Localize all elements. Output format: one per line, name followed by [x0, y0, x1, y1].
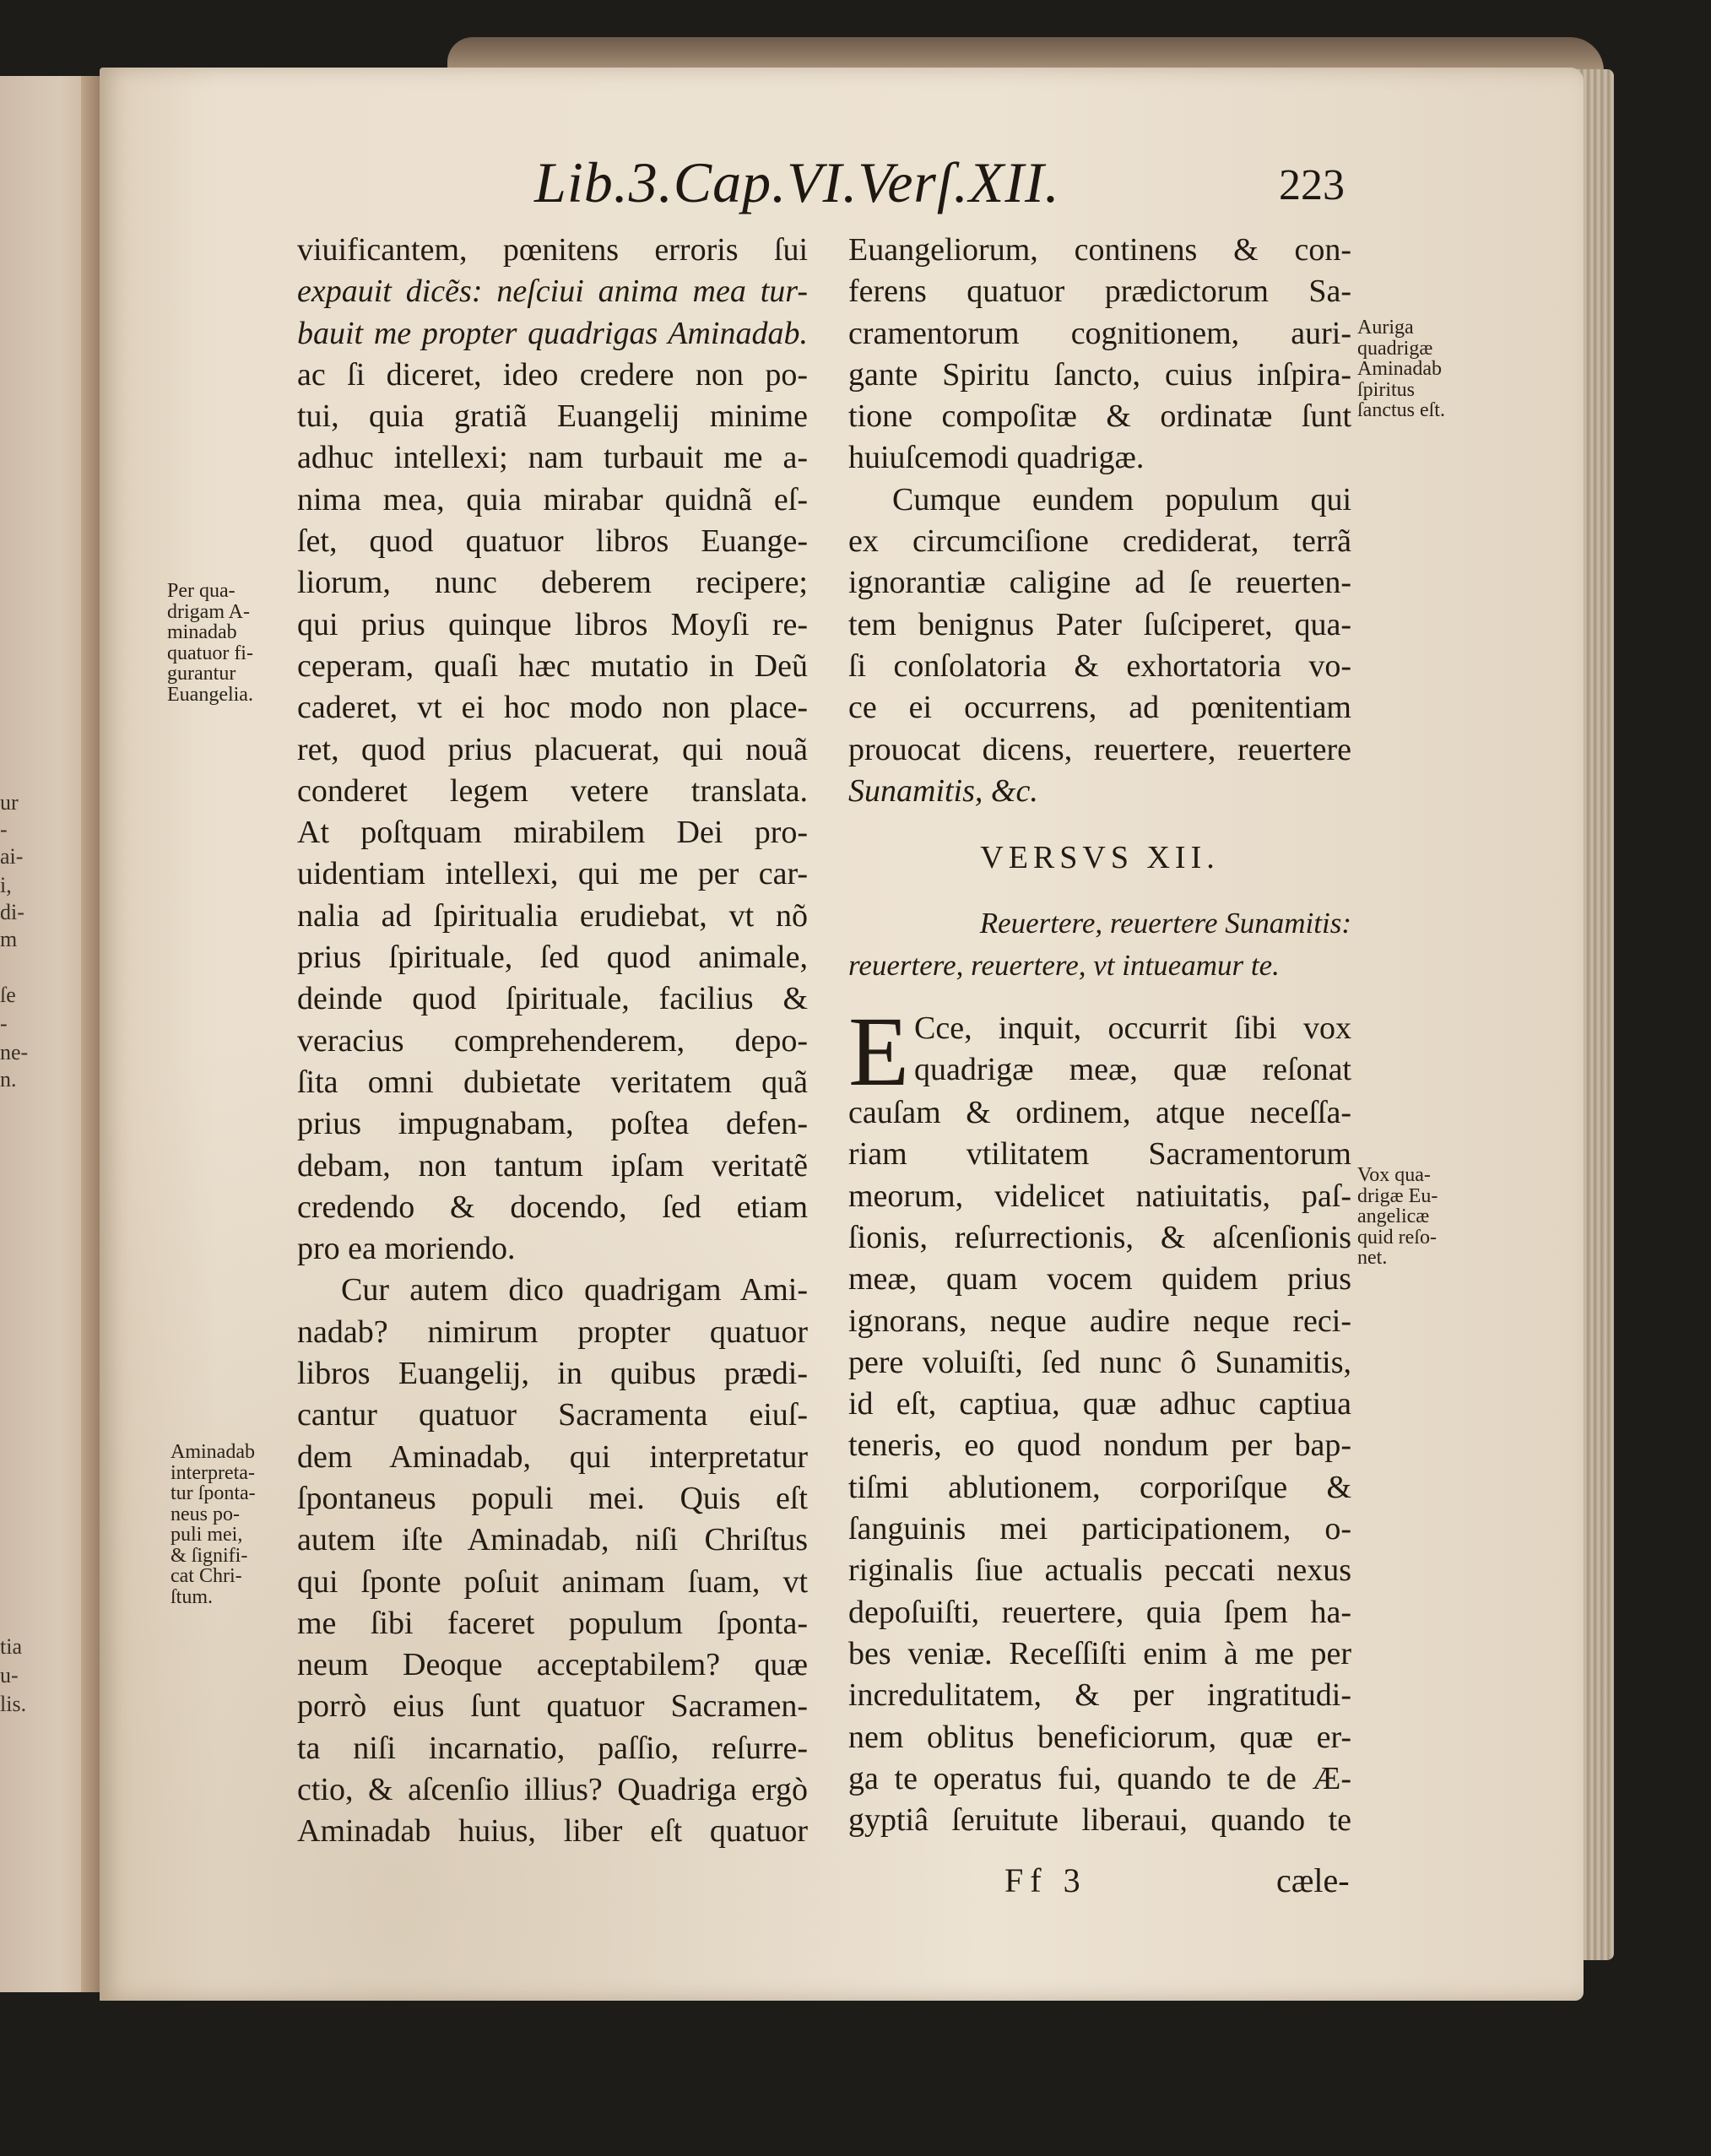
- text-line: ſet, quod quatuor libros Euange-: [297, 523, 808, 560]
- text-line: prius impugnabam, poſtea defen-: [297, 1106, 808, 1142]
- text-line: ac ſi diceret, ideo credere non po-: [297, 356, 808, 393]
- note-line: Auriga: [1357, 317, 1414, 339]
- note-line: puli mei,: [171, 1524, 243, 1546]
- text-line: riam vtilitatem Sacramentorum: [848, 1136, 1351, 1173]
- note-line: drigæ Eu-: [1357, 1184, 1438, 1207]
- text-line: ret, quod prius placuerat, qui nouã: [297, 731, 808, 767]
- text-line: At poſtquam mirabilem Dei pro-: [297, 815, 808, 851]
- note-line: gurantur: [167, 663, 236, 685]
- facing-fragment: ai-: [0, 844, 24, 869]
- note-line: tur ſponta-: [171, 1482, 256, 1504]
- text-line: cantur quatuor Sacramenta eiuſ-: [297, 1397, 808, 1433]
- text-line: uidentiam intellexi, qui me per car-: [297, 856, 808, 892]
- text-line: meorum, videlicet natiuitatis, paſ-: [848, 1178, 1351, 1214]
- note-line: Euangelia.: [167, 683, 253, 706]
- text-line: tiſmi ablutionem, corporiſque &: [848, 1469, 1351, 1505]
- text-line: qui prius quinque libros Moyſi re-: [297, 606, 808, 642]
- text-line: ignorans, neque audire neque reci-: [848, 1303, 1351, 1339]
- facing-fragment: ſe: [0, 983, 16, 1007]
- right-text-column: [848, 230, 1351, 1841]
- facing-fragment: -: [0, 817, 8, 842]
- note-line: ſanctus eſt.: [1357, 399, 1445, 421]
- note-line: quatuor fi-: [167, 642, 253, 664]
- note-line: interpreta-: [171, 1461, 255, 1484]
- text-line: quadrigæ meæ, quæ reſonat: [914, 1052, 1351, 1088]
- text-line: caderet, vt ei hoc modo non place-: [297, 690, 808, 726]
- dropcap-lines: [914, 1008, 1351, 1092]
- page-number: 223: [1279, 161, 1345, 209]
- text-line: Cumque eundem populum qui: [892, 481, 1351, 517]
- note-line: minadab: [167, 621, 237, 643]
- facing-fragment: tia: [0, 1634, 22, 1659]
- running-head: Lib.3.Cap.VI.Verſ.XII.: [534, 150, 1060, 214]
- text-line: autem iſte Aminadab, niſi Chriſtus: [297, 1522, 808, 1558]
- note-line: cat Chri-: [171, 1565, 242, 1587]
- text-line: pro ea moriendo.: [297, 1231, 516, 1267]
- text-line: ſita omni dubietate veritatem quã: [297, 1064, 808, 1100]
- text-line: ignorantiæ caligine ad ſe reuerten-: [848, 565, 1351, 601]
- text-line: expauit dicẽs: neſciui anima mea tur-: [297, 274, 808, 310]
- text-line: tui, quia gratiã Euangelij minime: [297, 398, 808, 435]
- marginal-note: [167, 581, 253, 705]
- facing-fragment: -: [0, 1011, 8, 1036]
- note-line: ſtum.: [171, 1585, 214, 1608]
- verse-text: reuertere, reuertere, vt intueamur te.: [848, 948, 1280, 982]
- text-line: ſanguinis mei participationem, o-: [848, 1511, 1351, 1547]
- dropcap-paragraph: [848, 996, 1351, 1108]
- note-line: angelicæ: [1357, 1205, 1430, 1227]
- text-line: nadab? nimirum propter quatuor: [297, 1314, 808, 1350]
- text-line: libros Euangelij, in quibus prædi-: [297, 1356, 808, 1392]
- text-line: gyptiâ ſeruitute liberaui, quando te: [848, 1802, 1351, 1839]
- left-text-column: [297, 230, 808, 1853]
- text-line: neum Deoque acceptabilem? quæ: [297, 1647, 808, 1683]
- note-line: Vox qua-: [1357, 1164, 1431, 1186]
- facing-fragment: n.: [0, 1067, 17, 1092]
- text-line: ceperam, quaſi hæc mutatio in Deũ: [297, 647, 808, 684]
- note-line: Aminadab: [171, 1441, 255, 1463]
- text-line: ſpontaneus populi mei. Quis eſt: [297, 1480, 808, 1516]
- note-line: Aminadab: [1357, 358, 1442, 380]
- text-line: pere voluiſti, ſed nunc ô Sunamitis,: [848, 1344, 1351, 1380]
- note-line: drigam A-: [167, 600, 250, 623]
- text-line: riginalis ſiue actualis peccati nexus: [848, 1552, 1351, 1589]
- text-line: cramentorum cognitionem, auri-: [848, 315, 1351, 351]
- text-line: ga te operatus fui, quando te de Æ-: [848, 1760, 1351, 1796]
- note-line: quid reſo-: [1357, 1226, 1437, 1249]
- text-line: Cce, inquit, occurrit ſibi vox: [914, 1010, 1351, 1047]
- marginal-note: [1357, 317, 1445, 421]
- facing-fragment: m: [0, 927, 18, 951]
- text-line: ſi conſolatoria & exhortatoria vo-: [848, 647, 1351, 684]
- facing-fragment: ur: [0, 790, 19, 815]
- note-line: & ſignifi-: [171, 1544, 248, 1567]
- text-line: cauſam & ordinem, atque neceſſa-: [848, 1095, 1351, 1131]
- note-line: ſpiritus: [1357, 378, 1416, 401]
- text-line: tione compoſitæ & ordinatæ ſunt: [848, 398, 1351, 435]
- text-line: bes veniæ. Receſſiſti enim à me per: [848, 1635, 1351, 1671]
- text-line: huiuſcemodi quadrigæ.: [848, 440, 1145, 476]
- note-line: Per qua-: [167, 580, 236, 602]
- facing-fragment: lis.: [0, 1692, 27, 1716]
- text-line: prius ſpirituale, ſed quod animale,: [297, 940, 808, 976]
- signature-mark: Ff 3: [1004, 1861, 1087, 1899]
- text-line: veracius comprehenderem, depo-: [297, 1022, 808, 1059]
- text-line: nalia ad ſpiritualia erudiebat, vt nõ: [297, 897, 808, 934]
- text-line: qui ſponte poſuit animam ſuam, vt: [297, 1563, 808, 1600]
- text-line: credendo & docendo, ſed etiam: [297, 1189, 808, 1225]
- text-line: bauit me propter quadrigas Aminadab.: [297, 315, 808, 351]
- catchword: cæle-: [1276, 1861, 1350, 1899]
- text-line: Euangeliorum, continens & con-: [848, 232, 1351, 268]
- text-line: ce ei occurrens, ad pœnitentiam: [848, 690, 1351, 726]
- text-line: dem Aminadab, qui interpretatur: [297, 1438, 808, 1475]
- facing-fragment: u-: [0, 1663, 19, 1687]
- spacer: [848, 986, 1351, 1008]
- text-line: ex circumciſione crediderat, terrã: [848, 523, 1351, 560]
- text-line: depoſuiſti, reuertere, quia ſpem ha-: [848, 1594, 1351, 1630]
- text-line: ctio, & aſcenſio illius? Quadriga ergò: [297, 1771, 808, 1807]
- text-line: Aminadab huius, liber eſt quatuor: [297, 1813, 808, 1850]
- note-line: net.: [1357, 1247, 1388, 1269]
- text-line: adhuc intellexi; nam turbauit me a-: [297, 440, 808, 476]
- text-line: nem oblitus beneficiorum, quæ er-: [848, 1719, 1351, 1755]
- verse-text: Reuertere, reuertere Sunamitis:: [979, 907, 1351, 940]
- text-line: meæ, quam vocem quidem prius: [848, 1261, 1351, 1297]
- facing-fragment: di-: [0, 900, 24, 924]
- text-line: ſionis, reſurrectionis, & aſcenſionis: [848, 1219, 1351, 1255]
- text-line: ta niſi incarnatio, paſſio, reſurre-: [297, 1730, 808, 1766]
- text-line: me ſibi faceret populum ſponta-: [297, 1605, 808, 1641]
- text-line: Sunamitis, &c.: [848, 772, 1038, 809]
- facing-page-text: [0, 0, 100, 2156]
- text-line: porrò eius ſunt quatuor Sacramen-: [297, 1688, 808, 1725]
- text-line: prouocat dicens, reuertere, reuertere: [848, 731, 1351, 767]
- section-heading: VERSVS XII.: [980, 840, 1220, 876]
- marginal-note: [1357, 1165, 1438, 1269]
- text-line: viuificantem, pœnitens erroris ſui: [297, 232, 808, 268]
- text-line: teneris, eo quod nondum per bap-: [848, 1427, 1351, 1464]
- note-line: quadrigæ: [1357, 337, 1433, 360]
- text-line: id eſt, captiua, quæ adhuc captiua: [848, 1386, 1351, 1422]
- text-line: tem benignus Pater ſuſciperet, qua-: [848, 606, 1351, 642]
- text-line: liorum, nunc deberem recipere;: [297, 565, 808, 601]
- text-line: deinde quod ſpirituale, facilius &: [297, 981, 808, 1017]
- text-line: Cur autem dico quadrigam Ami-: [341, 1272, 808, 1308]
- text-line: debam, non tantum ipſam veritatẽ: [297, 1147, 808, 1184]
- facing-fragment: i,: [0, 873, 12, 897]
- text-line: ferens quatuor prædictorum Sa-: [848, 274, 1351, 310]
- text-line: nima mea, quia mirabar quidnã eſ-: [297, 481, 808, 517]
- marginal-note: [171, 1442, 256, 1607]
- text-line: conderet legem vetere translata.: [297, 772, 808, 809]
- text-line: gante Spiritu ſancto, cuius inſpira-: [848, 356, 1351, 393]
- drop-cap-letter: E: [848, 996, 910, 1108]
- text-line: incredulitatem, & per ingratitudi-: [848, 1677, 1351, 1714]
- note-line: neus po-: [171, 1503, 240, 1525]
- facing-fragment: ne-: [0, 1040, 29, 1064]
- page-header: [0, 149, 1711, 216]
